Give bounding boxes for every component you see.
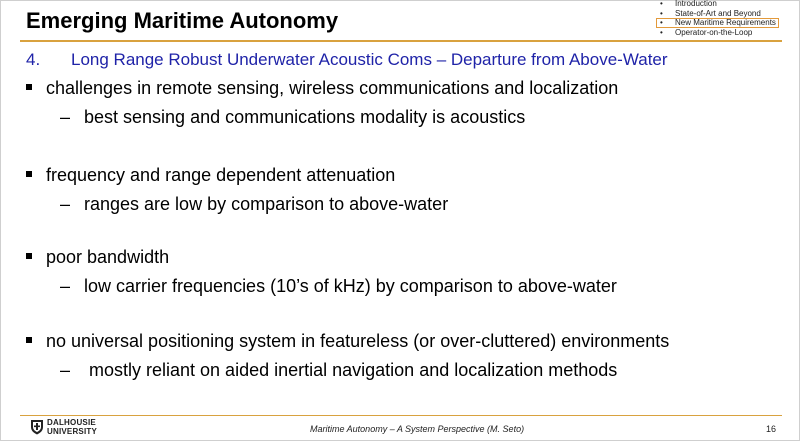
dash-bullet: – (60, 107, 71, 127)
sub-bullet-point (60, 276, 617, 297)
slide-subtitle (26, 50, 668, 70)
footer-caption: Maritime Autonomy – A System Perspective (M. Seto) (310, 424, 525, 434)
bullet-text: challenges in remote sensing, wireless communications and localization (46, 78, 619, 98)
bullet-point (26, 247, 169, 268)
bullet-point (26, 165, 395, 186)
title-divider (20, 40, 782, 42)
logo-line-2: UNIVERSITY (47, 427, 98, 436)
page-number: 16 (766, 424, 777, 434)
footer-divider (20, 415, 782, 416)
sub-bullet-point (60, 194, 448, 215)
nav-item-new-maritime-requirements[interactable] (656, 18, 779, 28)
section-nav (660, 0, 779, 38)
nav-bullet: • (660, 0, 663, 8)
sub-bullet-text: mostly reliant on aided inertial navigation and localization methods (84, 360, 618, 380)
nav-item-introduction[interactable] (660, 0, 779, 9)
square-bullet-icon (26, 84, 32, 90)
nav-bullet: • (660, 18, 663, 28)
nav-item-state-of-art[interactable] (660, 9, 779, 19)
crest-icon (30, 419, 44, 435)
dash-bullet: – (60, 194, 71, 214)
square-bullet-icon (26, 171, 32, 177)
sub-bullet-text: low carrier frequencies (10’s of kHz) by comparison to above-water (84, 276, 617, 296)
subtitle-text: Long Range Robust Underwater Acoustic Coms – Departure from Above-Water (71, 50, 668, 69)
sub-bullet-point (60, 360, 617, 381)
bullet-point (26, 78, 618, 99)
square-bullet-icon (26, 337, 32, 343)
nav-item-label: New Maritime Requirements (675, 18, 776, 28)
bullet-point (26, 331, 669, 352)
slide-title: Emerging Maritime Autonomy (26, 8, 339, 33)
bullet-text: no universal positioning system in featureless (or over-cluttered) environments (46, 331, 670, 351)
nav-item-operator-on-the-loop[interactable] (660, 28, 779, 38)
dash-bullet: – (60, 360, 71, 380)
dash-bullet: – (60, 276, 71, 296)
nav-bullet: • (660, 8, 663, 18)
section-number: 4. (26, 50, 41, 69)
logo-wordmark (47, 418, 97, 436)
sub-bullet-text: best sensing and communications modality is acoustics (84, 107, 526, 127)
nav-bullet: • (660, 28, 663, 37)
nav-item-label: State-of-Art and Beyond (675, 8, 761, 18)
sub-bullet-point (60, 107, 525, 128)
sub-bullet-text: ranges are low by comparison to above-water (84, 194, 449, 214)
university-logo (30, 418, 97, 436)
bullet-text: poor bandwidth (46, 247, 170, 267)
nav-item-label: Introduction (675, 0, 717, 8)
square-bullet-icon (26, 253, 32, 259)
nav-item-label: Operator-on-the-Loop (675, 28, 753, 37)
logo-line-1: DALHOUSIE (47, 418, 96, 427)
bullet-text: frequency and range dependent attenuation (46, 165, 396, 185)
